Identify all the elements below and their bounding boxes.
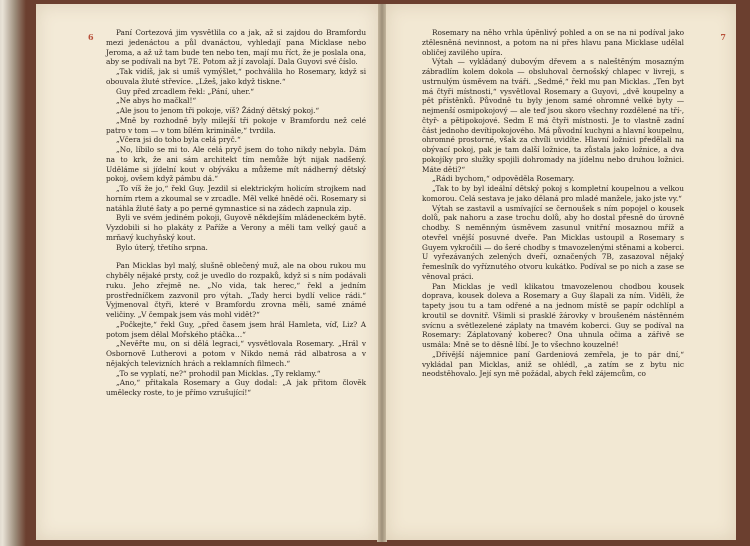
paragraph: „Nevěřte mu, on si dělá legraci,“ vysvětlovala Rosemary. „Hrál v Osbornově Lutherovi a potom v Nikdo nemá rád albatrosa a v nějakých televizních hrách a reklamních filmech.“: [106, 339, 366, 368]
paragraph: „To víš že jo,“ řekl Guy. Jezdil si elektrickým holicím strojkem nad horním rtem a zkoumal se v zrcadle. Měl velké hnědé oči. Rosemary si natáhla žluté šaty a po perné gymnastice si na zádech zapnula zip.: [106, 184, 366, 213]
paragraph: Pan Micklas byl malý, slušně oblečený muž, ale na obou rukou mu chyběly nějaké prsty, což je uvedlo do rozpaků, když si s ním podávali ruku. Jeho zřejmě ne. „No vida, tak herec,“ řekl a jedním prostředníčkem zazvonil pro výtah. „Tady herci bydlí velice rádi.“ Vyjmenoval čtyři, které v Bramfordu zrovna měli, samé známé veličiny. „V čempak jsem vás mohl vidět?“: [106, 261, 366, 319]
paragraph: Výtah — vykládaný dubovým dřevem a s naleštěným mosazným zábradlím kolem dokola — obsluhoval černošský chlapec v livreji, s ustrnulým úsměvem na tváři. „Sedmé,“ řekl mu pan Micklas. „Ten byt má čtyři místnosti,“ vysvětloval Rosemary a Guyovi, „dvě koupelny a pět přístěnků. Původně tu byly jenom samé ohromné velké byty — nejmenší osmipokojový — ale teď jsou skoro všechny rozdělené na tří-, čtyř- a pětipokojové. Sedm E má čtyři místnosti. Je to vlastně zadní část jednoho devítipokojového. Má původní kuchyni a hlavní koupelnu, ohromné prostorné, však za chvíli uvidíte. Hlavní ložnici předělali na obývací pokoj, pak je tam další ložnice, ta zůstala jako ložnice, a dva pokojíky pro služky spojili dohromady na jídelnu nebo druhou ložnici. Máte děti?“: [422, 57, 684, 174]
paragraph: „Ne abys ho mačkal!“: [116, 96, 197, 106]
paragraph: Guy před zrcadlem řekl: „Pání, uher.“: [116, 86, 254, 96]
paragraph: „Mně by rozhodně byly milejší tři pokoje v Bramfordu než celé patro v tom — v tom bílém kriminále,“ tvrdila.: [106, 115, 366, 135]
paragraph: Rosemary na něho vrhla úpěnlivý pohled a on se na ni podíval jako ztělesněná nevinnost, a potom na ni přes hlavu pana Micklase udělal obličej zavilého upíra.: [422, 28, 684, 57]
paragraph: „Včera jsi do toho byla celá pryč.“: [116, 135, 241, 145]
paragraph: „Počkejte,“ řekl Guy, „před časem jsem hrál Hamleta, víď, Liz? A potom jsem dělal Mořského ptáčka…“: [106, 319, 366, 339]
page-number: 6: [88, 32, 94, 42]
paragraph: „Rádi bychom,“ odpověděla Rosemary.: [432, 174, 575, 184]
paragraph: „Dřívější nájemnice paní Gardeniová zemřela, je to pár dní,“ vykládal pan Micklas, aniž se ohlédl, „a zatím se z bytu nic neodstěhovalo. Její syn mě požádal, abych řekl zájemcům, co: [422, 349, 684, 379]
page-text: [106, 28, 366, 398]
left-page: [36, 4, 378, 540]
paragraph: Paní Cortezová jim vysvětlila co a jak, až si zajdou do Bramfordu mezi jedenáctou a půl dvanáctou, vyhledají pana Micklase nebo Jeroma, a až už tam bude ten nebo ten, mají mu říct, že je poslala ona, aby se podívali na byt 7E. Potom až jí zavolají. Dala Guyovi své číslo.: [106, 28, 366, 67]
book-edge: [0, 0, 26, 546]
right-page: [386, 4, 736, 540]
paragraph: Byli ve svém jediném pokoji, Guyově někdejším mládeneckém bytě. Vyzdobili si ho plakáty z Paříže a Verony a měli tam velký gauč a mrňavý kuchyňský kout.: [106, 213, 366, 242]
paragraph: Bylo úterý, třetího srpna.: [116, 242, 208, 252]
paragraph: „Ano,“ přitakala Rosemary a Guy dodal: „A jak přitom člověk umělecky roste, to je přímo vzrušující!“: [106, 378, 366, 397]
paragraph: „To se vyplatí, ne?“ prohodil pan Micklas. „Ty reklamy.“: [116, 368, 321, 378]
page-number: 7: [720, 32, 726, 42]
paragraph: „Tak to by byl ideální dětský pokoj s kompletní koupelnou a velkou komorou. Celá sestava je jako dělaná pro mladé manžele, jako jste vy.“: [422, 184, 684, 203]
paragraph: „No, líbilo se mi to. Ale celá pryč jsem do toho nikdy nebyla. Dám na to krk, že ani sám architekt tím nemůže být nijak nadšený. Uděláme si jídelní kout v obýváku a můžeme mít nádherný dětský pokoj, ovšem když pámbu dá.“: [106, 145, 366, 184]
page-text: [422, 28, 684, 379]
paragraph: Výtah se zastavil a usmívající se černoušek s ním popojel o kousek dolů, pak nahoru a zase trochu dolů, aby ho dostal přesně do úrovně chodby. S neměnným úsměvem zasunul vnitřní mosaznou mříž a otevřel vnější posuvné dveře. Pan Micklas ustoupil a Rosemary s Guyem vykročili — do šeré chodby s tmavozelenými stěnami a koberci. U vyřezávaných zelených dveří, označených 7B, zasazoval nějaký řemeslník do vyříznutého otvoru kukátko. Podíval se po nich a zase se věnoval práci.: [422, 203, 684, 281]
paragraph: „Tak vidíš, jak si umíš vymýšlet,“ pochválila ho Rosemary, když si obouvala žluté střevíce. „Lžeš, jako když tiskne.“: [106, 67, 366, 86]
paragraph: „Ale jsou to jenom tři pokoje, víš? Žádný dětský pokoj.“: [116, 106, 320, 115]
paragraph: Pan Micklas je vedl klikatou tmavozelenou chodbou kousek doprava, kousek doleva a Rosemary a Guy šlapali za ním. Viděli, že tapety jsou tu a tam odřené a na jednom místě se papír odchlípl a kroutil se dovnitř. Všimli si prasklé žárovky v broušeném nástěnném svícnu a světlezelené záplaty na tmavém koberci. Guy se podíval na Rosemary: Záplatovaný koberec? Ona uhnula očima a zářivě se usmála: Mně se to děsně líbí. Je to všechno kouzelné!: [422, 281, 684, 349]
